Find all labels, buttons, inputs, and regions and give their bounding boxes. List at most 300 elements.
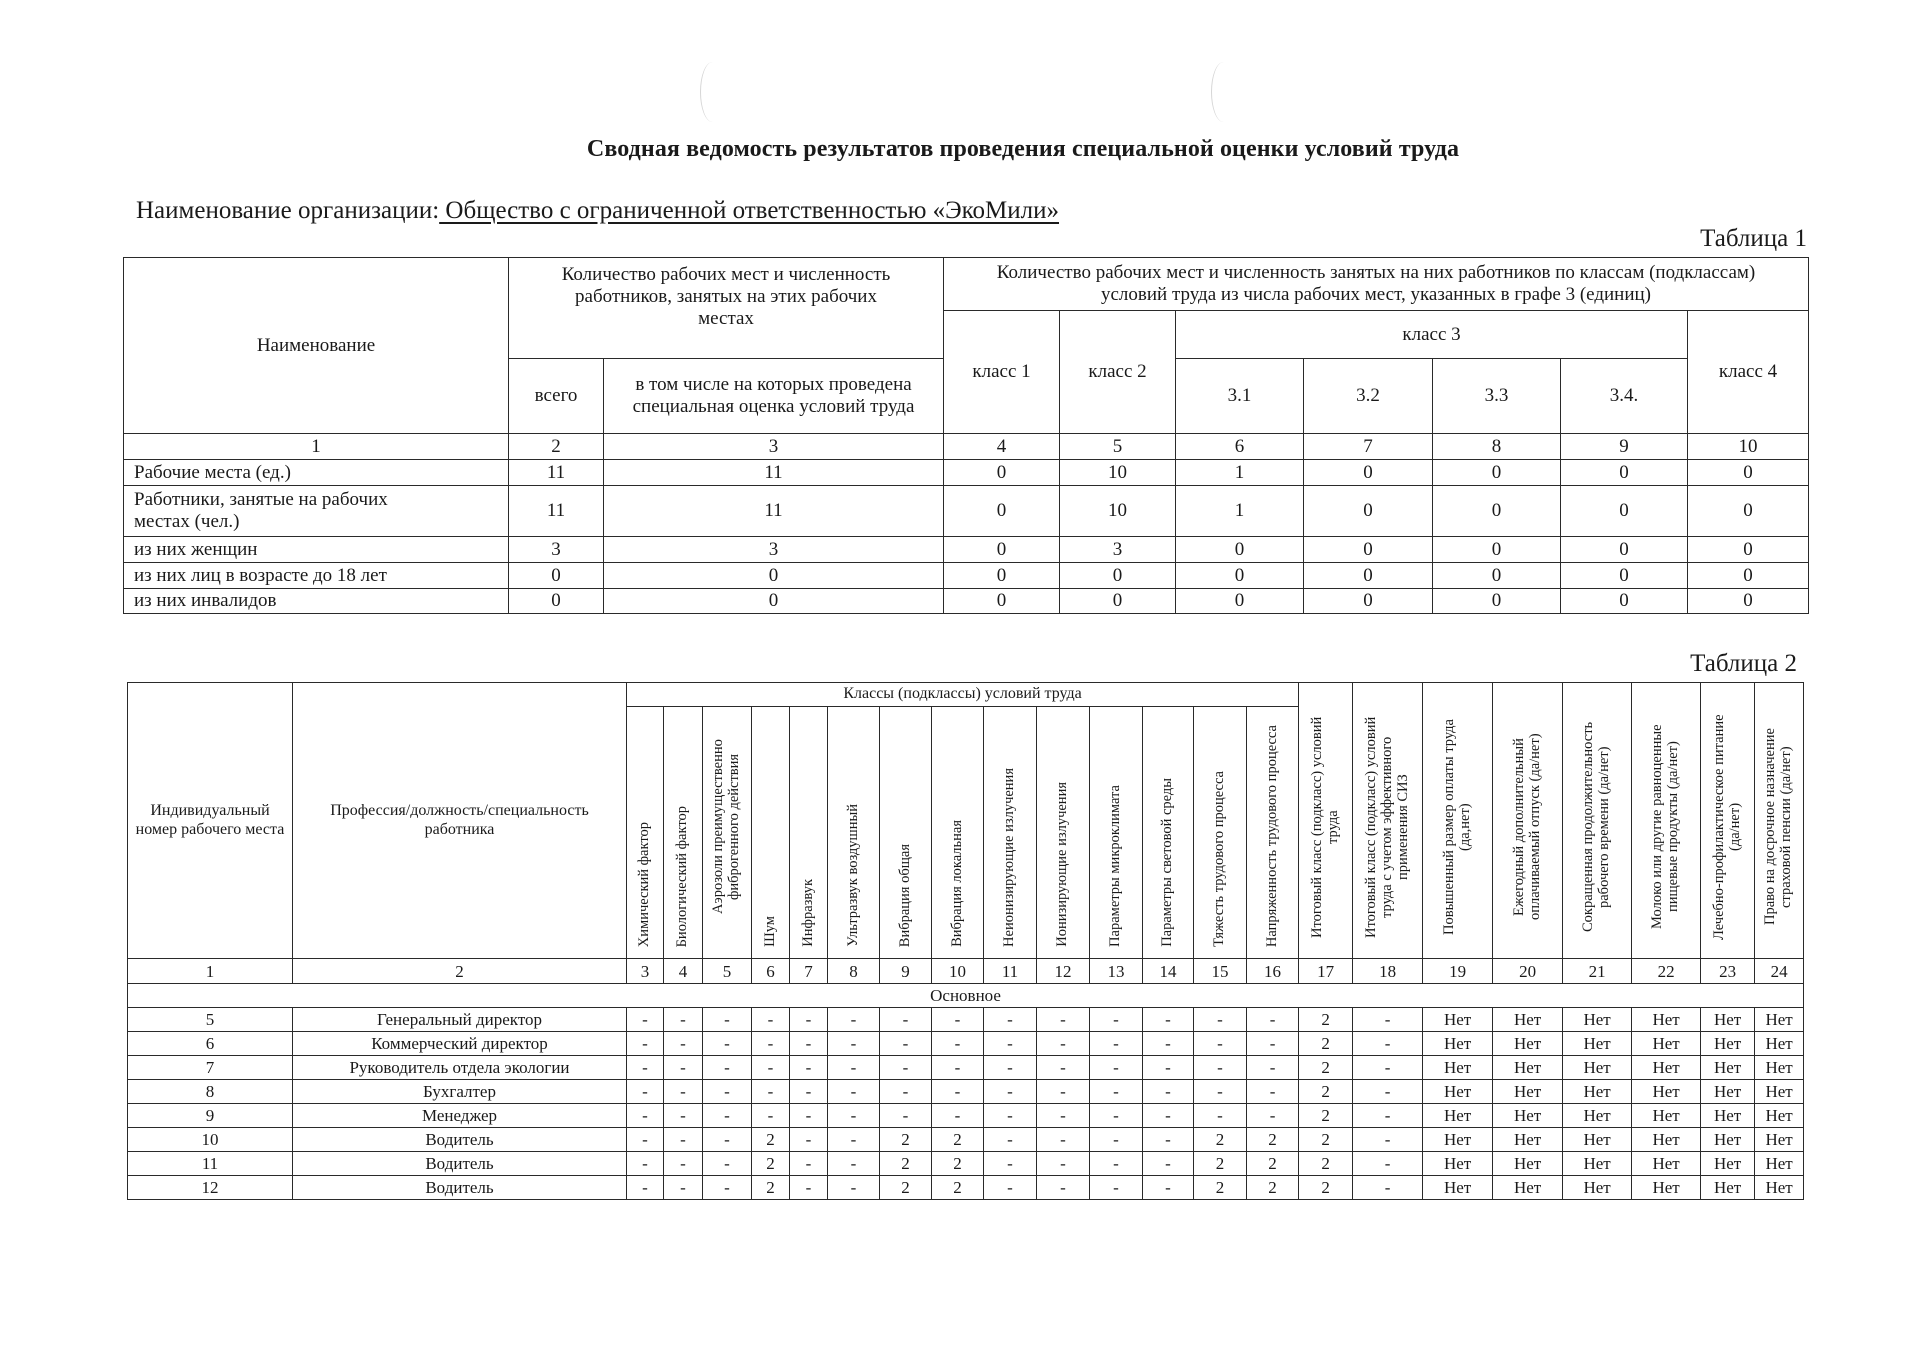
- cell: -: [664, 1104, 703, 1128]
- column-number: 2: [293, 959, 627, 984]
- cell: -: [1143, 1008, 1194, 1032]
- column-number: 1: [124, 434, 509, 460]
- cell: Нет: [1493, 1032, 1563, 1056]
- cell: 1: [1176, 460, 1304, 486]
- cell: 0: [1176, 537, 1304, 563]
- cell: Нет: [1423, 1080, 1493, 1104]
- header-factor: [932, 707, 984, 959]
- column-number: 3: [604, 434, 944, 460]
- cell: 0: [944, 486, 1060, 537]
- cell: -: [1090, 1008, 1143, 1032]
- cell: -: [828, 1152, 880, 1176]
- profession-name: Генеральный директор: [293, 1008, 627, 1032]
- column-number: 4: [664, 959, 703, 984]
- cell: 10: [1060, 460, 1176, 486]
- header-text: Шум: [761, 916, 778, 947]
- cell: -: [1353, 1032, 1423, 1056]
- cell: Нет: [1563, 1128, 1632, 1152]
- cell: -: [828, 1056, 880, 1080]
- cell: Нет: [1701, 1128, 1755, 1152]
- column-number: 10: [932, 959, 984, 984]
- header-text: Аэрозоли преимущественно фиброгенного действия: [710, 739, 742, 915]
- cell: 11: [509, 460, 604, 486]
- cell: Нет: [1632, 1176, 1701, 1200]
- cell: -: [1143, 1152, 1194, 1176]
- header-factor: [984, 707, 1037, 959]
- cell: -: [984, 1152, 1037, 1176]
- profession-name: Бухгалтер: [293, 1080, 627, 1104]
- cell: 0: [1561, 460, 1688, 486]
- cell: 0: [1304, 589, 1433, 614]
- cell: Нет: [1755, 1176, 1804, 1200]
- cell: -: [627, 1128, 664, 1152]
- header-factor: [880, 707, 932, 959]
- header-text: Итоговый класс (подкласс) условий труда: [1308, 716, 1341, 938]
- cell: -: [1353, 1176, 1423, 1200]
- cell: -: [932, 1104, 984, 1128]
- table-row: [128, 1176, 1804, 1200]
- header-class4: класс 4: [1688, 311, 1809, 434]
- column-number: 23: [1701, 959, 1755, 984]
- cell: 0: [1176, 563, 1304, 589]
- cell: -: [703, 1176, 752, 1200]
- header-text: Инфразвук: [799, 879, 816, 947]
- cell: 0: [944, 537, 1060, 563]
- cell: -: [664, 1176, 703, 1200]
- column-number: 5: [1060, 434, 1176, 460]
- cell: Нет: [1755, 1080, 1804, 1104]
- cell: -: [1194, 1080, 1247, 1104]
- row-name: из них инвалидов: [124, 589, 509, 614]
- cell: 0: [1688, 563, 1809, 589]
- cell: -: [790, 1152, 828, 1176]
- column-number: 6: [1176, 434, 1304, 460]
- cell: Нет: [1423, 1128, 1493, 1152]
- cell: 0: [1561, 563, 1688, 589]
- cell: 2: [752, 1128, 790, 1152]
- organization-name: Общество с ограниченной ответственностью «ЭкоМили»: [439, 197, 1060, 224]
- cell: Нет: [1563, 1008, 1632, 1032]
- cell: 0: [1688, 537, 1809, 563]
- header-text: Тяжесть трудового процесса: [1211, 771, 1228, 947]
- cell: -: [627, 1008, 664, 1032]
- cell: -: [828, 1080, 880, 1104]
- table-row: [128, 1080, 1804, 1104]
- cell: Нет: [1701, 1032, 1755, 1056]
- cell: -: [664, 1152, 703, 1176]
- header-class1: класс 1: [944, 311, 1060, 434]
- column-number: 7: [1304, 434, 1433, 460]
- table-row: [128, 1128, 1804, 1152]
- header-factor: [828, 707, 880, 959]
- header-text: Лечебно-профилактическое питание (да/нет): [1710, 714, 1743, 940]
- header-class3-1: 3.1: [1176, 359, 1304, 434]
- cell: -: [1143, 1128, 1194, 1152]
- cell: -: [1090, 1104, 1143, 1128]
- column-number: 13: [1090, 959, 1143, 984]
- cell: -: [1037, 1128, 1090, 1152]
- cell: Нет: [1755, 1032, 1804, 1056]
- cell: 2: [1247, 1152, 1299, 1176]
- cell: -: [1247, 1008, 1299, 1032]
- cell: -: [1090, 1128, 1143, 1152]
- cell: -: [880, 1104, 932, 1128]
- cell: -: [1247, 1056, 1299, 1080]
- cell: -: [664, 1128, 703, 1152]
- organization-line: [136, 197, 1059, 225]
- cell: -: [1037, 1080, 1090, 1104]
- cell: 0: [944, 563, 1060, 589]
- cell: -: [932, 1008, 984, 1032]
- cell: 2: [1299, 1008, 1353, 1032]
- cell: Нет: [1632, 1032, 1701, 1056]
- cell: 0: [1561, 537, 1688, 563]
- cell: 2: [1194, 1176, 1247, 1200]
- cell: -: [984, 1176, 1037, 1200]
- column-numbers-row: [128, 959, 1804, 984]
- header-text: Напряженность трудового процесса: [1263, 724, 1280, 947]
- section-label: Основное: [128, 984, 1804, 1008]
- table-row: [124, 537, 1809, 563]
- column-number: 20: [1493, 959, 1563, 984]
- profession-name: Руководитель отдела экологии: [293, 1056, 627, 1080]
- cell: -: [880, 1032, 932, 1056]
- cell: 0: [1688, 460, 1809, 486]
- cell: 2: [1299, 1176, 1353, 1200]
- cell: 0: [1433, 460, 1561, 486]
- cell: Нет: [1493, 1152, 1563, 1176]
- cell: -: [703, 1032, 752, 1056]
- cell: -: [984, 1104, 1037, 1128]
- cell: Нет: [1632, 1008, 1701, 1032]
- cell: -: [1247, 1080, 1299, 1104]
- header-factor: [1037, 707, 1090, 959]
- cell: -: [752, 1104, 790, 1128]
- cell: -: [664, 1032, 703, 1056]
- cell: 0: [1433, 486, 1561, 537]
- cell: -: [1143, 1032, 1194, 1056]
- cell: Нет: [1493, 1008, 1563, 1032]
- cell: Нет: [1701, 1056, 1755, 1080]
- cell: -: [790, 1032, 828, 1056]
- cell: -: [1353, 1152, 1423, 1176]
- cell: -: [1353, 1056, 1423, 1080]
- cell: -: [828, 1032, 880, 1056]
- cell: -: [752, 1008, 790, 1032]
- cell: -: [627, 1176, 664, 1200]
- header-final-class: [1299, 683, 1353, 959]
- cell: 2: [1299, 1104, 1353, 1128]
- cell: -: [790, 1080, 828, 1104]
- cell: Нет: [1755, 1152, 1804, 1176]
- cell: -: [1037, 1152, 1090, 1176]
- cell: -: [752, 1032, 790, 1056]
- workplace-id: 8: [128, 1080, 293, 1104]
- cell: -: [1037, 1032, 1090, 1056]
- cell: Нет: [1423, 1008, 1493, 1032]
- cell: 0: [509, 563, 604, 589]
- column-number: 8: [1433, 434, 1561, 460]
- cell: 2: [752, 1176, 790, 1200]
- cell: 0: [1304, 537, 1433, 563]
- cell: -: [1143, 1080, 1194, 1104]
- header-increased-pay: [1423, 683, 1493, 959]
- cell: 0: [944, 589, 1060, 614]
- cell: -: [627, 1104, 664, 1128]
- cell: -: [932, 1080, 984, 1104]
- cell: -: [703, 1152, 752, 1176]
- cell: -: [1037, 1056, 1090, 1080]
- cell: -: [1037, 1176, 1090, 1200]
- column-number: 10: [1688, 434, 1809, 460]
- cell: 0: [1433, 537, 1561, 563]
- cell: -: [1353, 1128, 1423, 1152]
- table-row: [124, 460, 1809, 486]
- table-row: [128, 1056, 1804, 1080]
- cell: Нет: [1701, 1152, 1755, 1176]
- workplace-id: 10: [128, 1128, 293, 1152]
- cell: 0: [1060, 563, 1176, 589]
- cell: 1: [1176, 486, 1304, 537]
- cell: 2: [932, 1152, 984, 1176]
- column-number: 16: [1247, 959, 1299, 984]
- cell: 0: [604, 563, 944, 589]
- column-number: 7: [790, 959, 828, 984]
- cell: -: [790, 1008, 828, 1032]
- cell: Нет: [1563, 1080, 1632, 1104]
- cell: Нет: [1493, 1056, 1563, 1080]
- cell: Нет: [1632, 1080, 1701, 1104]
- cell: -: [880, 1056, 932, 1080]
- cell: -: [1143, 1176, 1194, 1200]
- column-number: 22: [1632, 959, 1701, 984]
- cell: Нет: [1563, 1032, 1632, 1056]
- workplace-id: 11: [128, 1152, 293, 1176]
- header-text: Ионизирующие излучения: [1054, 782, 1071, 947]
- cell: Нет: [1632, 1128, 1701, 1152]
- cell: Нет: [1423, 1032, 1493, 1056]
- cell: Нет: [1423, 1056, 1493, 1080]
- cell: Нет: [1701, 1176, 1755, 1200]
- header-text: Вибрация локальная: [948, 820, 965, 947]
- cell: 0: [509, 589, 604, 614]
- cell: 0: [1688, 486, 1809, 537]
- header-class3-4: 3.4.: [1561, 359, 1688, 434]
- column-number: 12: [1037, 959, 1090, 984]
- cell: -: [790, 1104, 828, 1128]
- cell: -: [664, 1056, 703, 1080]
- cell: -: [790, 1056, 828, 1080]
- profession-name: Коммерческий директор: [293, 1032, 627, 1056]
- row-name: из них лиц в возрасте до 18 лет: [124, 563, 509, 589]
- cell: -: [828, 1104, 880, 1128]
- header-name: Наименование: [124, 258, 509, 434]
- cell: Нет: [1423, 1152, 1493, 1176]
- header-extra-leave: [1493, 683, 1563, 959]
- column-number: 18: [1353, 959, 1423, 984]
- header-factor: [1194, 707, 1247, 959]
- cell: 0: [604, 589, 944, 614]
- cell: 3: [1060, 537, 1176, 563]
- header-factor: [1090, 707, 1143, 959]
- header-text: Ежегодный дополнительный оплачиваемый отпуск (да/нет): [1510, 733, 1543, 921]
- cell: Нет: [1755, 1128, 1804, 1152]
- row-name: из них женщин: [124, 537, 509, 563]
- header-therapeutic-food: [1701, 683, 1755, 959]
- cell: 2: [1299, 1056, 1353, 1080]
- cell: -: [703, 1104, 752, 1128]
- cell: -: [880, 1080, 932, 1104]
- cell: Нет: [1493, 1176, 1563, 1200]
- cell: Нет: [1755, 1008, 1804, 1032]
- header-final-class-siz: [1353, 683, 1423, 959]
- cell: 11: [509, 486, 604, 537]
- cell: 2: [1299, 1152, 1353, 1176]
- cell: -: [1194, 1056, 1247, 1080]
- column-numbers-row: [124, 434, 1809, 460]
- cell: Нет: [1632, 1104, 1701, 1128]
- column-number: 24: [1755, 959, 1804, 984]
- column-number: 4: [944, 434, 1060, 460]
- cell: -: [828, 1008, 880, 1032]
- cell: 2: [752, 1152, 790, 1176]
- table1-label: Таблица 1: [1700, 225, 1807, 252]
- header-text: Биологический фактор: [674, 805, 691, 947]
- header-factor: [1247, 707, 1299, 959]
- header-group-classes: Количество рабочих мест и численность занятых на них работников по классам (подклассам) условий труда из числа рабочих мест, указанных в графе 3 (единиц): [944, 258, 1809, 311]
- cell: 2: [880, 1176, 932, 1200]
- cell: 2: [1299, 1032, 1353, 1056]
- cell: -: [1194, 1008, 1247, 1032]
- column-number: 3: [627, 959, 664, 984]
- cell: Нет: [1423, 1104, 1493, 1128]
- cell: 2: [1194, 1128, 1247, 1152]
- cell: 0: [1561, 486, 1688, 537]
- table-row: [128, 1104, 1804, 1128]
- header-class3-2: 3.2: [1304, 359, 1433, 434]
- header-class2: класс 2: [1060, 311, 1176, 434]
- document-title: Сводная ведомость результатов проведения специальной оценки условий труда: [586, 136, 1460, 162]
- cell: 2: [880, 1152, 932, 1176]
- header-text: Химический фактор: [636, 821, 653, 947]
- cell: Нет: [1701, 1080, 1755, 1104]
- table2-label: Таблица 2: [1690, 650, 1797, 677]
- column-number: 8: [828, 959, 880, 984]
- row-name: Рабочие места (ед.): [124, 460, 509, 486]
- cell: -: [664, 1008, 703, 1032]
- cell: -: [984, 1008, 1037, 1032]
- header-class3-3: 3.3: [1433, 359, 1561, 434]
- workplace-id: 9: [128, 1104, 293, 1128]
- header-factor: [703, 707, 752, 959]
- cell: -: [752, 1056, 790, 1080]
- header-classes-group: Классы (подклассы) условий труда: [627, 683, 1299, 707]
- header-factor: [664, 707, 703, 959]
- cell: 0: [1060, 589, 1176, 614]
- section-row: [128, 984, 1804, 1008]
- header-text: Итоговый класс (подкласс) условий труда с учетом эффективного применения СИЗ: [1362, 716, 1411, 938]
- header-text: Ультразвук воздушный: [844, 804, 861, 947]
- cell: 10: [1060, 486, 1176, 537]
- column-number: 21: [1563, 959, 1632, 984]
- table-row: [124, 589, 1809, 614]
- cell: -: [984, 1080, 1037, 1104]
- column-number: 9: [1561, 434, 1688, 460]
- workplace-table: [127, 682, 1804, 1200]
- cell: 0: [1176, 589, 1304, 614]
- cell: -: [1143, 1104, 1194, 1128]
- cell: -: [627, 1032, 664, 1056]
- header-class3: класс 3: [1176, 311, 1688, 359]
- column-number: 5: [703, 959, 752, 984]
- table-row: [128, 1008, 1804, 1032]
- cell: -: [1090, 1152, 1143, 1176]
- cell: -: [932, 1032, 984, 1056]
- cell: 0: [1304, 460, 1433, 486]
- header-text: Вибрация общая: [896, 843, 913, 947]
- header-text: Молоко или другие равноценные пищевые продукты (да/нет): [1649, 724, 1682, 930]
- column-number: 6: [752, 959, 790, 984]
- header-assessed: в том числе на которых проведена специальная оценка условий труда: [604, 359, 944, 434]
- header-factor: [1143, 707, 1194, 959]
- column-number: 17: [1299, 959, 1353, 984]
- cell: -: [790, 1176, 828, 1200]
- cell: -: [1353, 1080, 1423, 1104]
- workplace-id: 5: [128, 1008, 293, 1032]
- cell: Нет: [1563, 1104, 1632, 1128]
- header-workplace-id: Индивидуальный номер рабочего места: [128, 683, 293, 959]
- organization-label: Наименование организации:: [136, 197, 440, 224]
- cell: -: [984, 1032, 1037, 1056]
- cell: 0: [1561, 589, 1688, 614]
- header-factor: [627, 707, 664, 959]
- cell: Нет: [1701, 1008, 1755, 1032]
- profession-name: Водитель: [293, 1176, 627, 1200]
- cell: Нет: [1493, 1128, 1563, 1152]
- cell: -: [1090, 1080, 1143, 1104]
- cell: -: [932, 1056, 984, 1080]
- cell: Нет: [1755, 1056, 1804, 1080]
- cell: -: [1090, 1176, 1143, 1200]
- cell: 0: [1304, 563, 1433, 589]
- column-number: 9: [880, 959, 932, 984]
- cell: -: [828, 1128, 880, 1152]
- cell: -: [703, 1056, 752, 1080]
- cell: -: [984, 1128, 1037, 1152]
- cell: -: [703, 1128, 752, 1152]
- cell: 0: [1304, 486, 1433, 537]
- cell: 0: [1688, 589, 1809, 614]
- header-text: Повышенный размер оплаты труда (да,нет): [1440, 719, 1473, 935]
- cell: 11: [604, 460, 944, 486]
- profession-name: Менеджер: [293, 1104, 627, 1128]
- cell: 2: [1299, 1128, 1353, 1152]
- cell: Нет: [1563, 1056, 1632, 1080]
- cell: -: [984, 1056, 1037, 1080]
- scan-mark: [700, 62, 725, 122]
- cell: -: [1090, 1032, 1143, 1056]
- cell: -: [703, 1008, 752, 1032]
- cell: -: [627, 1080, 664, 1104]
- cell: Нет: [1755, 1104, 1804, 1128]
- cell: -: [828, 1176, 880, 1200]
- cell: -: [790, 1128, 828, 1152]
- cell: -: [1353, 1008, 1423, 1032]
- header-reduced-hours: [1563, 683, 1632, 959]
- cell: Нет: [1493, 1080, 1563, 1104]
- summary-table: [123, 257, 1809, 614]
- cell: Нет: [1632, 1056, 1701, 1080]
